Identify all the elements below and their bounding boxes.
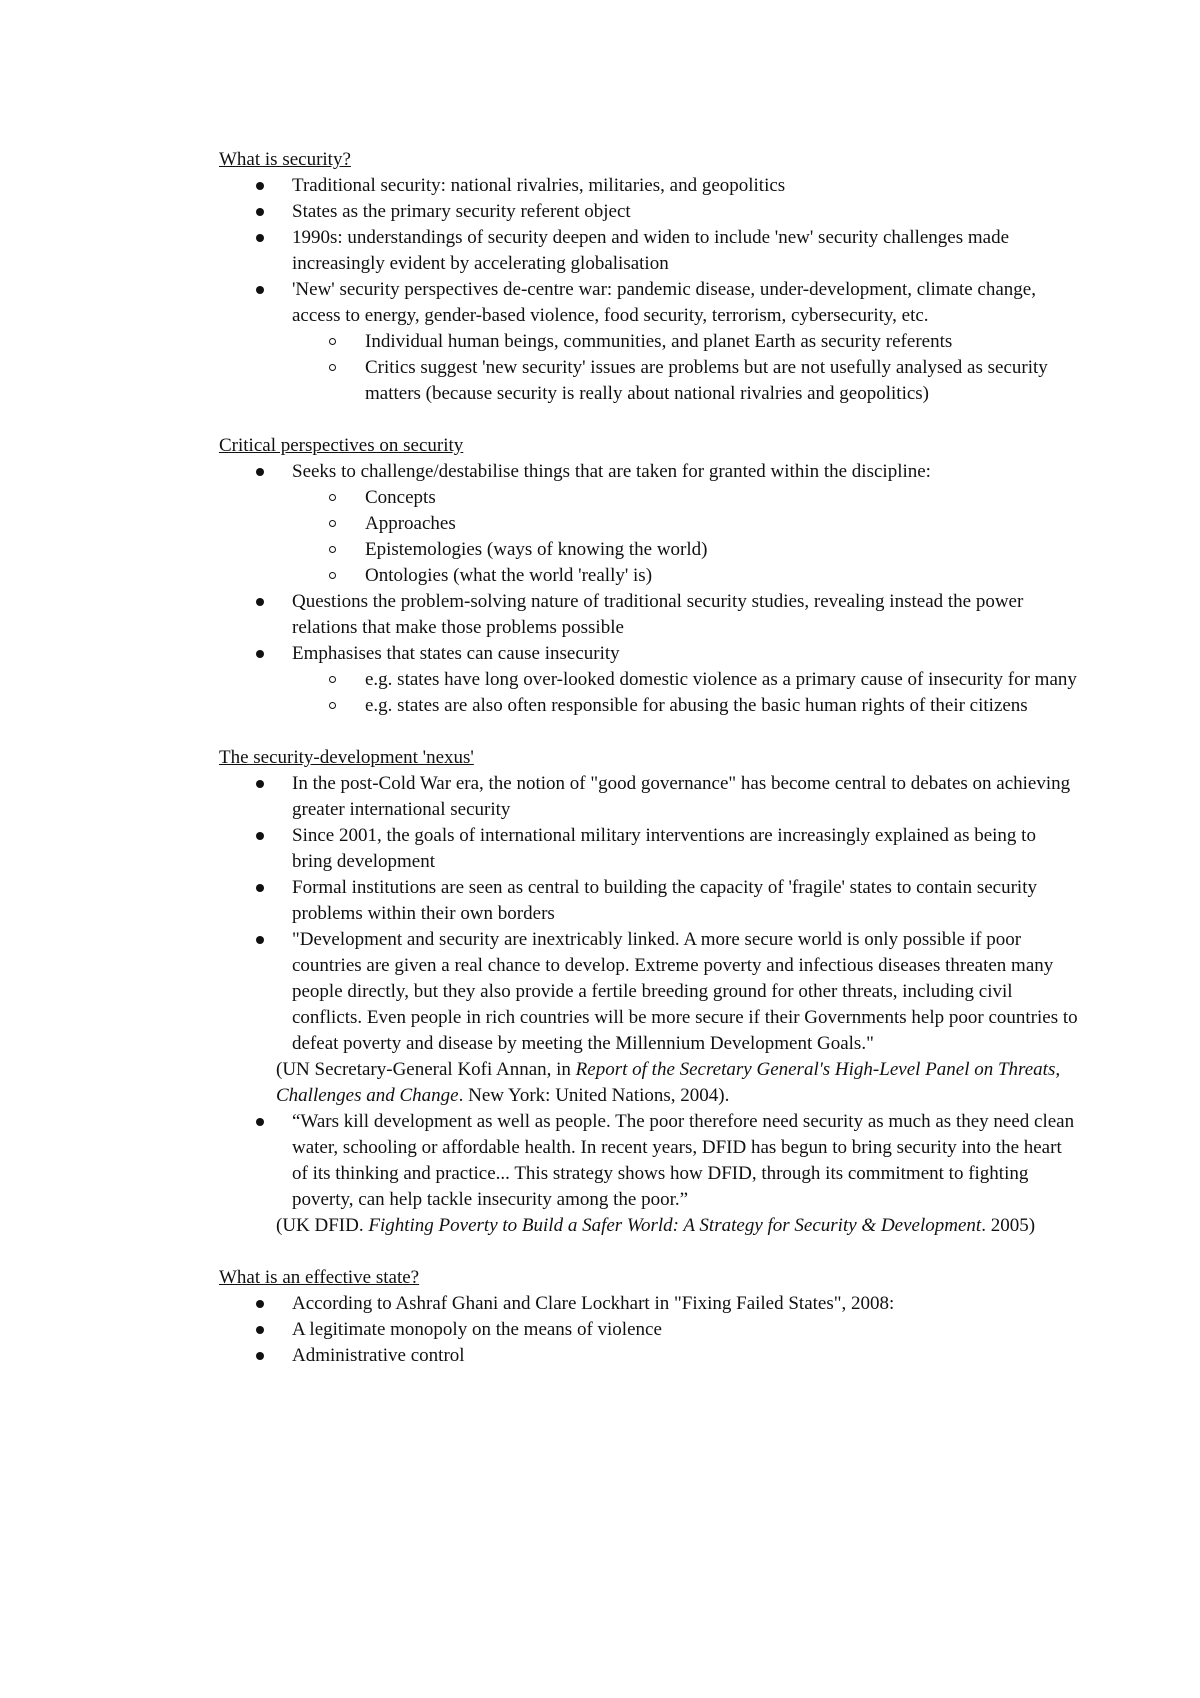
- list-item-text: "Development and security are inextricably linked. A more secure world is only possible if poor countries are given a real chance to develop. Extreme poverty and infectious diseases threaten many people directly, but they also provide a fertile breeding ground for other threats, including civil conflicts. Even people in rich countries will be more secure if their Governments help poor countries to defeat poverty and disease by meeting the Millennium Development Goals.": [292, 929, 1078, 1054]
- section-heading: What is security?: [219, 149, 351, 170]
- citation-prefix: (UK DFID.: [276, 1215, 369, 1236]
- bullet-icon: [256, 182, 264, 190]
- list-item-text: 1990s: understandings of security deepen and widen to include 'new' security challenges made increasingly evident by accelerating globalisation: [292, 227, 1010, 274]
- list-item-text: Administrative control: [292, 1345, 465, 1366]
- circle-bullet-icon: [329, 702, 336, 709]
- sub-list-item: [365, 537, 1079, 563]
- list-item: [292, 589, 1079, 641]
- sub-list-item-text: Ontologies (what the world 'really' is): [365, 565, 653, 586]
- list-item-text: 'New' security perspectives de-centre war: pandemic disease, under-development, climate change, access to energy, gender-based violence, food security, terrorism, cybersecurity, etc.: [292, 279, 1036, 326]
- list-item-text: Since 2001, the goals of international military interventions are increasingly explained as being to bring development: [292, 825, 1036, 872]
- list-item: [292, 199, 1079, 225]
- list-item: [292, 1109, 1079, 1213]
- bullet-icon: [256, 286, 264, 294]
- section: [219, 1265, 1079, 1369]
- bullet-icon: [256, 208, 264, 216]
- list-item: [292, 927, 1079, 1057]
- sub-list-item: [365, 563, 1079, 589]
- list-item: [292, 173, 1079, 199]
- list-item: [292, 459, 1079, 589]
- list-item-text: A legitimate monopoly on the means of violence: [292, 1319, 662, 1340]
- sub-list-item: [365, 693, 1079, 719]
- circle-bullet-icon: [329, 364, 336, 371]
- circle-bullet-icon: [329, 494, 336, 501]
- bullet-icon: [256, 650, 264, 658]
- list-item: [292, 225, 1079, 277]
- list-item: [292, 1291, 1079, 1317]
- list-item-text: In the post-Cold War era, the notion of "good governance" has become central to debates on achieving greater international security: [292, 773, 1071, 820]
- list-item-text: Emphasises that states can cause insecurity: [292, 643, 620, 664]
- section: [219, 433, 1079, 719]
- list-item: [292, 1343, 1079, 1369]
- sub-list-item: [365, 667, 1079, 693]
- bullet-icon: [256, 468, 264, 476]
- citation-suffix: . 2005): [981, 1215, 1036, 1236]
- bullet-icon: [256, 832, 264, 840]
- circle-bullet-icon: [329, 546, 336, 553]
- citation-row: [219, 1057, 1079, 1109]
- section-heading: What is an effective state?: [219, 1267, 420, 1288]
- sub-list-item-text: Epistemologies (ways of knowing the world): [365, 539, 708, 560]
- bullet-icon: [256, 234, 264, 242]
- sub-list-item: [365, 355, 1079, 407]
- circle-bullet-icon: [329, 338, 336, 345]
- section-heading: The security-development 'nexus': [219, 747, 474, 768]
- citation: [219, 1213, 1079, 1239]
- list-item: [292, 823, 1079, 875]
- bullet-icon: [256, 1300, 264, 1308]
- sub-list-item-text: Individual human beings, communities, and planet Earth as security referents: [365, 331, 953, 352]
- list-item-text: Seeks to challenge/destabilise things that are taken for granted within the discipline:: [292, 461, 931, 482]
- sub-list-item-text: Approaches: [365, 513, 456, 534]
- section: [219, 147, 1079, 407]
- sub-bullet-list: [292, 485, 1079, 589]
- list-item-text: “Wars kill development as well as people. The poor therefore need security as much as they need clean water, schooling or affordable health. In recent years, DFID has begun to bring security into the heart of its thinking and practice... This strategy shows how DFID, through its commitment to fighting poverty, can help tackle insecurity among the poor.”: [292, 1111, 1075, 1210]
- list-item-text: States as the primary security referent object: [292, 201, 631, 222]
- sub-list-item: [365, 485, 1079, 511]
- sub-list-item-text: e.g. states are also often responsible for abusing the basic human rights of their citizens: [365, 695, 1028, 716]
- sub-list-item-text: e.g. states have long over-looked domestic violence as a primary cause of insecurity for many: [365, 669, 1077, 690]
- sub-list-item: [365, 329, 1079, 355]
- list-item-text: Traditional security: national rivalries, militaries, and geopolitics: [292, 175, 786, 196]
- sub-bullet-list: [292, 667, 1079, 719]
- bullet-list: [219, 1291, 1079, 1369]
- document-page: [219, 147, 1079, 1395]
- bullet-list: [219, 771, 1079, 1239]
- list-item-text: Questions the problem-solving nature of traditional security studies, revealing instead the power relations that make those problems possible: [292, 591, 1024, 638]
- bullet-icon: [256, 884, 264, 892]
- citation-title: Report of the Secretary General's High-Level Panel on Threats, Challenges and Change: [276, 1059, 1061, 1106]
- bullet-icon: [256, 1352, 264, 1360]
- citation-suffix: . New York: United Nations, 2004).: [458, 1085, 730, 1106]
- bullet-icon: [256, 1118, 264, 1126]
- list-item: [292, 1317, 1079, 1343]
- bullet-icon: [256, 1326, 264, 1334]
- citation-row: [219, 1213, 1079, 1239]
- circle-bullet-icon: [329, 572, 336, 579]
- section: [219, 745, 1079, 1239]
- bullet-list: [219, 173, 1079, 407]
- list-item: [292, 875, 1079, 927]
- circle-bullet-icon: [329, 676, 336, 683]
- section-heading: Critical perspectives on security: [219, 435, 464, 456]
- bullet-icon: [256, 780, 264, 788]
- bullet-list: [219, 459, 1079, 719]
- list-item-text: According to Ashraf Ghani and Clare Lockhart in "Fixing Failed States", 2008:: [292, 1293, 895, 1314]
- list-item: [292, 641, 1079, 719]
- list-item-text: Formal institutions are seen as central to building the capacity of 'fragile' states to contain security problems within their own borders: [292, 877, 1037, 924]
- sub-list-item: [365, 511, 1079, 537]
- sub-list-item-text: Critics suggest 'new security' issues are problems but are not usefully analysed as security matters (because security is really about national rivalries and geopolitics): [365, 357, 1048, 404]
- bullet-icon: [256, 936, 264, 944]
- citation-title: Fighting Poverty to Build a Safer World: A Strategy for Security & Development: [368, 1215, 982, 1236]
- citation: [219, 1057, 1079, 1109]
- citation-prefix: (UN Secretary-General Kofi Annan, in: [276, 1059, 576, 1080]
- list-item: [292, 771, 1079, 823]
- list-item: [292, 277, 1079, 407]
- sub-bullet-list: [292, 329, 1079, 407]
- sub-list-item-text: Concepts: [365, 487, 436, 508]
- circle-bullet-icon: [329, 520, 336, 527]
- bullet-icon: [256, 598, 264, 606]
